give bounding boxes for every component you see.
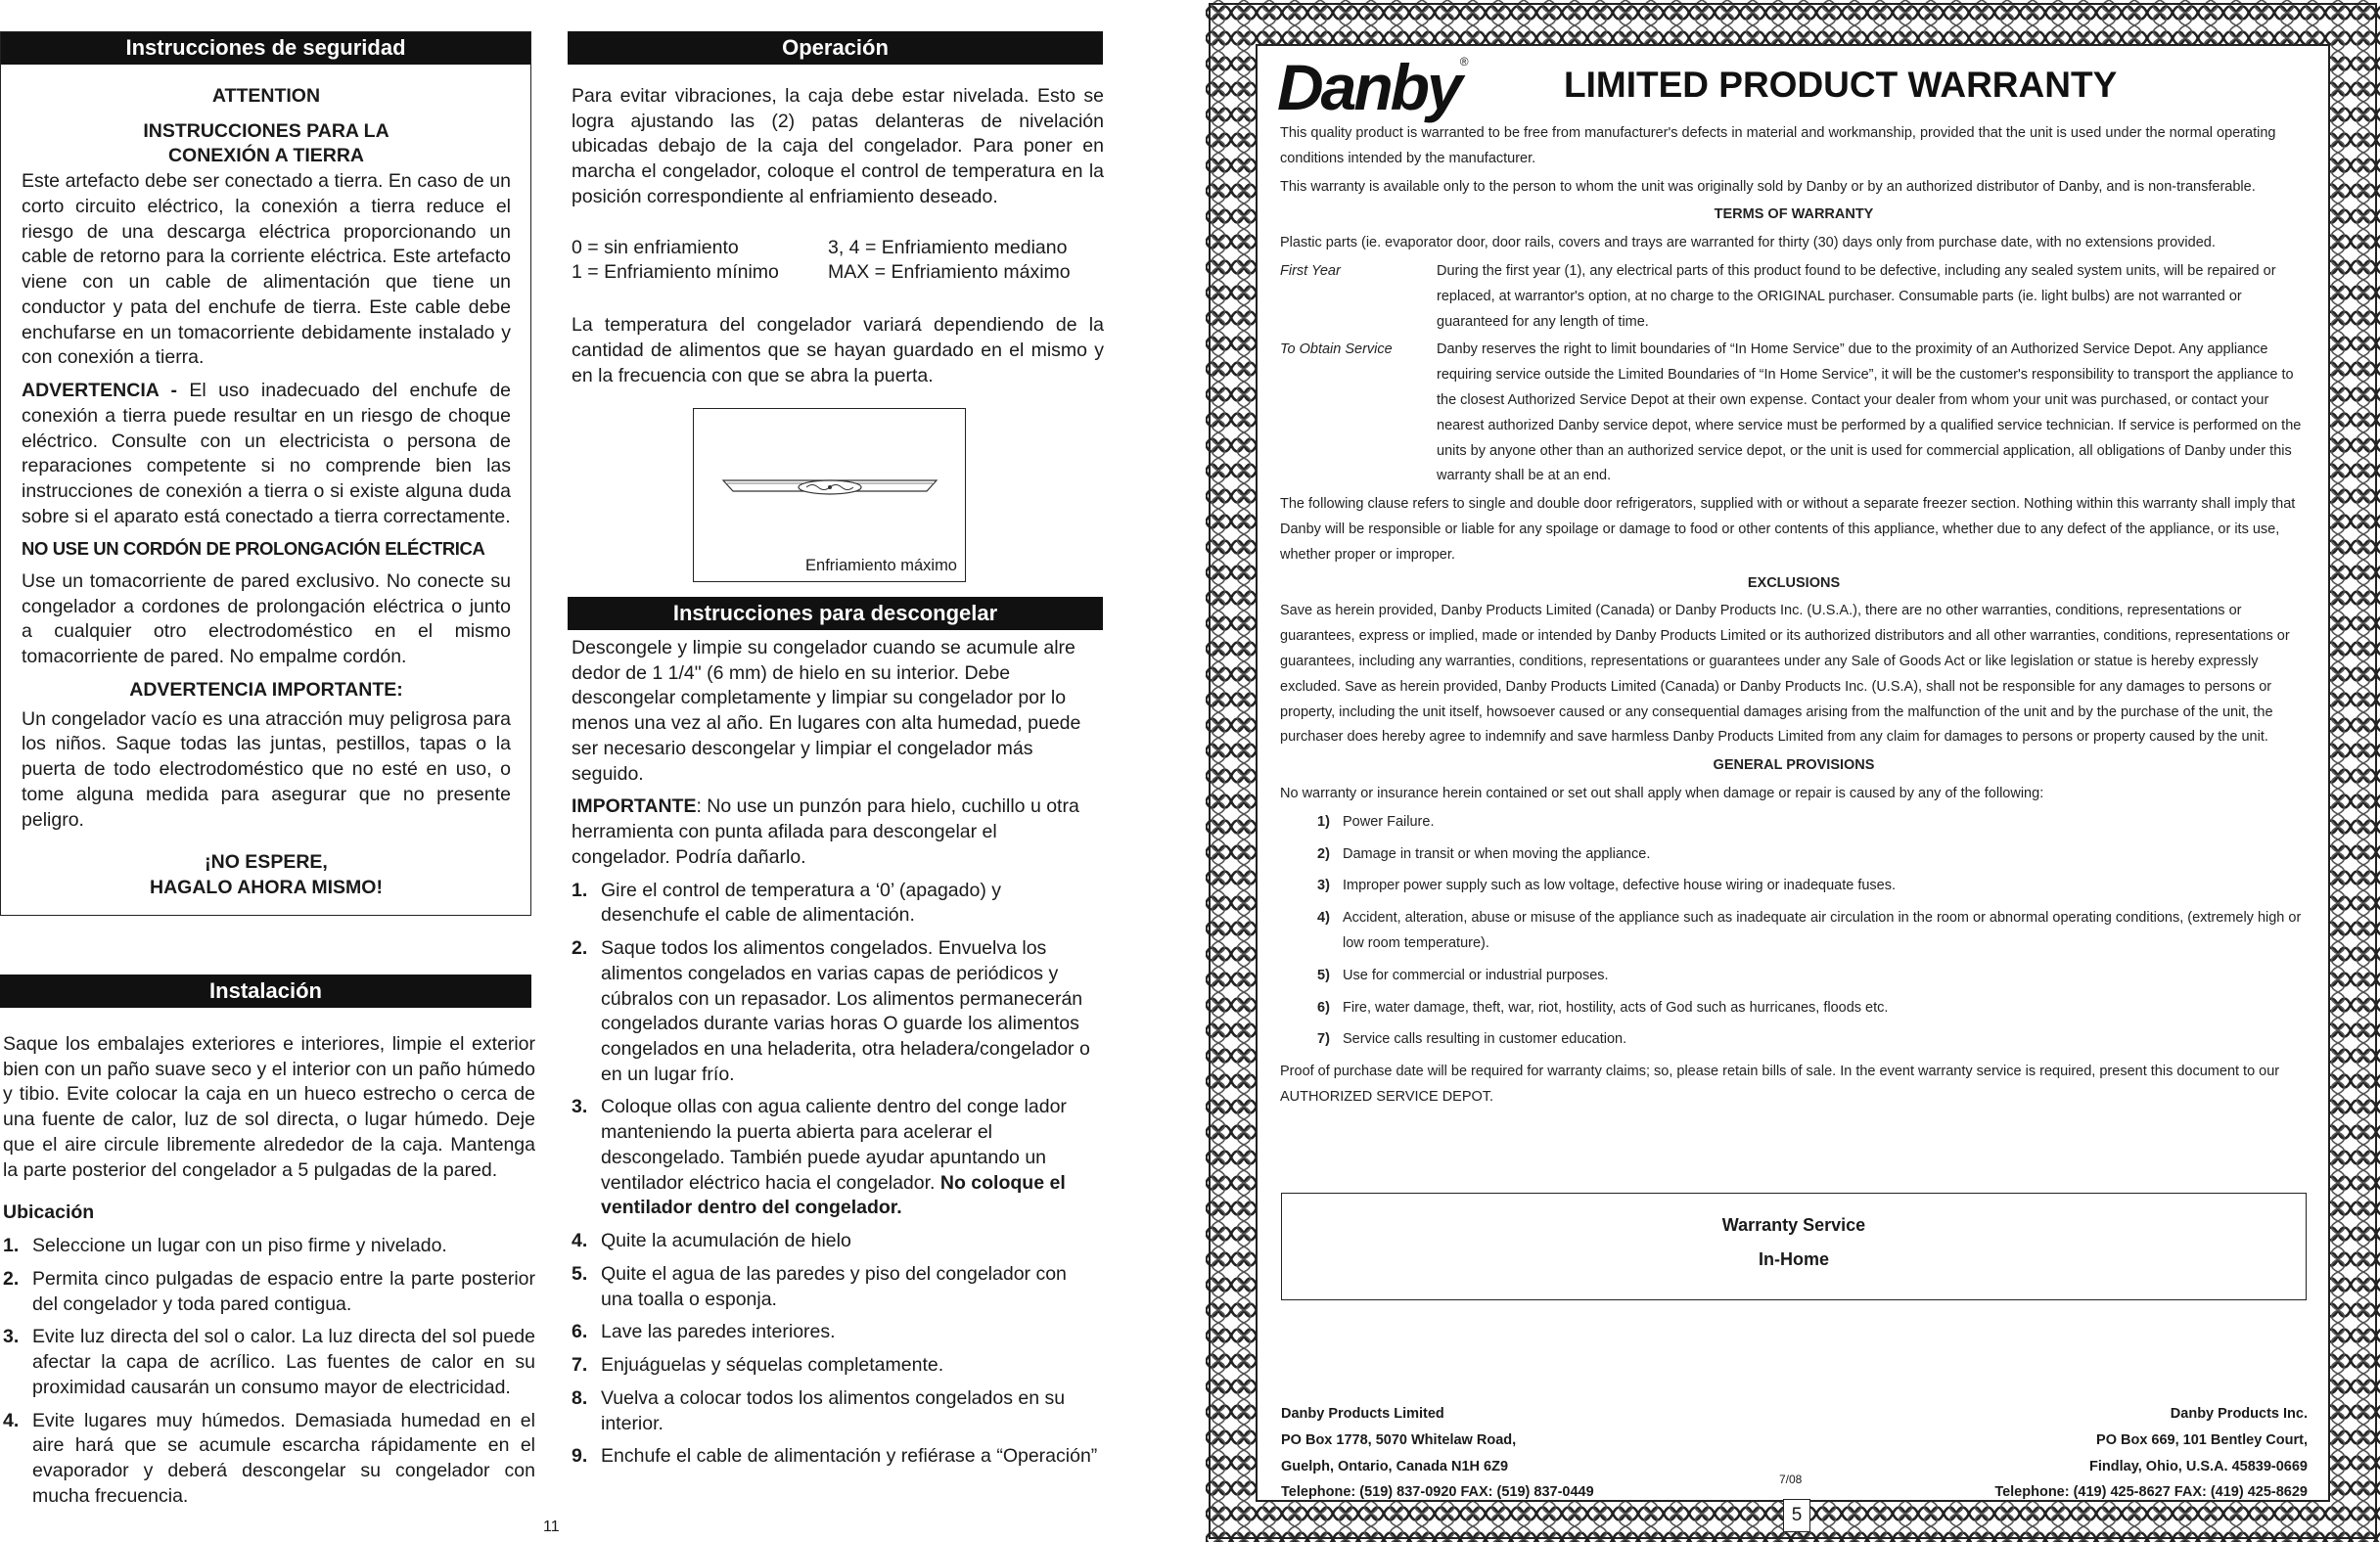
defrost-step — [572, 1095, 1098, 1221]
defrost-step — [572, 1386, 1098, 1436]
provision-number: 4) — [1317, 910, 1330, 927]
installation-text: Saque los embalajes exteriores e interiores, limpie el exterior bien con un paño suave seco y el interior con un paño húmedo y tibio. Evite colocar la caja en un hueco estrecho o cerca de una fuente de calor, luz de sol directa, o lugar húmedo. Deje que el aire circule libremente alrededor de la caja. Mantenga la parte posterior del congelador a 5 pulgadas de la pared. — [3, 1033, 535, 1181]
in-home-label: In-Home — [1759, 1249, 1829, 1269]
general-provision-item — [1280, 1027, 2308, 1053]
provision-text: Fire, water damage, theft, war, riot, hostility, acts of God such as hurricanes, floods etc. — [1343, 999, 1889, 1016]
general-provision-item — [1280, 964, 2308, 989]
location-list — [3, 1234, 535, 1509]
step-text: Quite la acumulación de hielo — [601, 1230, 851, 1252]
important-warning-heading: ADVERTENCIA IMPORTANTE: — [129, 678, 403, 701]
setting-right: MAX = Enfriamiento máximo — [828, 261, 1071, 284]
general-provisions-list — [1280, 810, 2308, 1053]
setting-left: 1 = Enfriamiento mínimo — [572, 261, 779, 284]
terms-heading: TERMS OF WARRANTY — [1714, 206, 1874, 223]
temperature-settings — [572, 236, 1104, 286]
step-text: Lave las paredes interiores. — [601, 1321, 836, 1343]
grounding-title-line-1: INSTRUCCIONES PARA LA — [143, 119, 389, 142]
provision-text: Use for commercial or industrial purposes. — [1343, 967, 1609, 983]
step-number: 6. — [572, 1321, 588, 1343]
canada-addr2: Guelph, Ontario, Canada N1H 6Z9 — [1281, 1458, 1509, 1474]
step-text: Coloque ollas con agua caliente dentro del conge lador manteniendo la puerta abierta para acelerar el descongelado. También puede ayudar apuntando un ventilador eléctrico hacia el congelador. — [601, 1096, 1067, 1194]
provision-text: Damage in transit or when moving the appliance. — [1343, 845, 1651, 862]
defrost-step — [572, 1262, 1098, 1312]
defrost-content — [572, 636, 1098, 1477]
warranty-service-box — [1281, 1193, 2307, 1300]
first-year-row — [1280, 259, 2308, 335]
service-label: To Obtain Service — [1280, 341, 1393, 358]
step-text: Saque todos los alimentos congelados. Envuelva los alimentos congelados en varias capas de periódicos y cúbralos con un repasador. Los alimentos permanecerán congelados durante varias horas O guarde los alimentos congelados en una heladerita, otra heladera/congelador o en un lugar frío. — [601, 937, 1090, 1085]
provision-number: 5) — [1317, 967, 1330, 983]
location-heading: Ubicación — [3, 1202, 95, 1224]
operation-section-title: Operación — [568, 31, 1103, 65]
exclusions-text: Save as herein provided, Danby Products Limited (Canada) or Danby Products Inc. (U.S.A.), there are no other warranties, conditions, representations or guarantees, express or implied, made or intended by Danby Products Limited or its authorized distributors and all other warranties, conditions, representations or guarantees, including any warranties, conditions, representations or guarantees under any Sale of Goods Act or like legislation or statue is hereby expressly excluded. Save as herein provided, Danby Products Limited (Canada) or Danby Products Inc. (U.S.A), shall not be responsible for any damages to persons or property, including the unit itself, howsoever caused or any consequential damages arising from the malfunction of the unit and by the purchase of the unit, the purchaser does hereby agree to indemnify and save harmless Danby Products Limited from any claim for damages to persons or property caused by the unit. — [1280, 603, 2290, 746]
warranty-service-label: Warranty Service — [1721, 1215, 1866, 1235]
no-extension-heading: NO USE UN CORDÓN DE PROLONGACIÓN ELÉCTRICA — [22, 538, 485, 560]
step-text: Gire el control de temperatura a ‘0’ (apagado) y desenchufe el cable de alimentación. — [601, 879, 1001, 927]
installation-content — [3, 1032, 535, 1517]
location-item — [3, 1234, 535, 1259]
setting-left: 0 = sin enfriamiento — [572, 236, 739, 258]
provision-number: 6) — [1317, 999, 1330, 1016]
warranty-title: LIMITED PRODUCT WARRANTY — [1564, 65, 2118, 105]
defrost-step — [572, 936, 1098, 1087]
general-provisions-heading: GENERAL PROVISIONS — [1713, 757, 1875, 774]
warning-paragraph — [22, 379, 511, 529]
usa-company: Danby Products Inc. — [2170, 1406, 2308, 1422]
setting-right: 3, 4 = Enfriamiento mediano — [828, 236, 1068, 258]
safety-content — [22, 84, 511, 901]
usa-addr2: Findlay, Ohio, U.S.A. 45839-0669 — [2089, 1458, 2308, 1474]
defrost-step — [572, 1353, 1098, 1379]
service-row — [1280, 338, 2308, 489]
item-number: 1. — [3, 1235, 20, 1257]
grounding-title-line-2: CONEXIÓN A TIERRA — [167, 145, 365, 167]
outlet-text: Use un tomacorriente de pared exclusivo. No conecte su congelador a cordones de prolongación eléctrica o junto a cualquier otro electrodoméstico en el mismo tomacorriente de pared. No empalme cordón. — [22, 569, 511, 668]
provision-text: Service calls resulting in customer education. — [1343, 1031, 1627, 1048]
intro-2: This warranty is available only to the person to whom the unit was originally sold by Danby or by an authorized distributor of Danby, and is non-transferable. — [1280, 178, 2256, 195]
canada-company: Danby Products Limited — [1281, 1406, 1444, 1422]
usa-address — [1994, 1401, 2308, 1506]
step-bold-text: No coloque el ventilador dentro del congelador. — [601, 1171, 1066, 1219]
safety-section-title: Instrucciones de seguridad — [0, 31, 531, 65]
setting-row — [572, 260, 1104, 286]
step-text: Quite el agua de las paredes y piso del congelador con una toalla o esponja. — [601, 1262, 1067, 1310]
provision-text: Improper power supply such as low voltage, defective house wiring or inadequate fuses. — [1343, 878, 1897, 894]
defrost-section-title: Instrucciones para descongelar — [568, 597, 1103, 630]
warranty-body — [1280, 121, 2308, 1113]
proof-text: Proof of purchase date will be required for warranty claims; so, please retain bills of sale. In the event warranty service is required, present this document to our AUTHORIZED SERVICE DEPOT. — [1280, 1064, 2280, 1105]
attention-heading: ATTENTION — [211, 85, 321, 107]
location-item — [3, 1267, 535, 1317]
general-provision-item — [1280, 842, 2308, 868]
defrost-step — [572, 879, 1098, 929]
canada-address — [1281, 1401, 1594, 1506]
step-number: 5. — [572, 1262, 588, 1285]
general-intro: No warranty or insurance herein contained or set out shall apply when damage or repair is caused by any of the following: — [1280, 785, 2044, 801]
canada-phone: Telephone: (519) 837-0920 FAX: (519) 837-0449 — [1281, 1484, 1594, 1501]
step-number: 4. — [572, 1230, 588, 1252]
provision-number: 1) — [1317, 813, 1330, 830]
first-year-text: During the first year (1), any electrical parts of this product found to be defective, including any sealed system units, will be repaired or replaced, at warrantor's option, at no charge to the ORIGINAL purchaser. Consumable parts (ie. light bulbs) are not warranted or guaranteed for any length of time. — [1437, 262, 2276, 330]
item-text: Evite luz directa del sol o calor. La luz directa del sol puede afectar la capa de acrílico. Las fuentes de calor en su proximidad causarán un consumo mayor de electricidad. — [32, 1326, 535, 1398]
defrost-text: Descongele y limpie su congelador cuando se acumule alre dedor de 1 1/4" (6 mm) de hielo en su interior. Debe descongelar completamente y limpiar su congelador por lo menos una vez al año. En lugares con alta humedad, puede ser necesario descongelar y limpiar el congelador más seguido. — [572, 637, 1081, 785]
first-year-label: First Year — [1280, 262, 1341, 279]
danby-logo — [1277, 51, 1469, 123]
date-code: 7/08 — [1779, 1473, 1803, 1486]
temperature-text: La temperatura del congelador variará dependiendo de la cantidad de alimentos que se hayan guardado en el mismo y en la frecuencia con que se abra la puerta. — [572, 314, 1104, 386]
defrost-step — [572, 1229, 1098, 1254]
dont-wait-line-2: HAGALO AHORA MISMO! — [150, 876, 383, 898]
canada-addr1: PO Box 1778, 5070 Whitelaw Road, — [1281, 1431, 1517, 1448]
children-text: Un congelador vacío es una atracción muy peligrosa para los niños. Saque todas las juntas, pestillos, tapas o la puerta de todo electrodoméstico que no esté en uso, o tome alguna medida para asegurar que no presente peligro. — [22, 707, 511, 831]
item-text: Permita cinco pulgadas de espacio entre la parte posterior del congelador y toda pared contigua. — [32, 1267, 535, 1315]
step-number: 8. — [572, 1386, 588, 1409]
intro-1: This quality product is warranted to be free from manufacturer's defects in material and workmanship, provided that the unit is used under the normal operating conditions intended by the manufacturer. — [1280, 125, 2276, 166]
usa-addr1: PO Box 669, 101 Bentley Court, — [2096, 1431, 2308, 1448]
step-number: 7. — [572, 1354, 588, 1377]
registered-mark: ® — [1459, 55, 1469, 68]
step-number: 2. — [572, 937, 588, 960]
general-provision-item — [1280, 906, 2308, 957]
provision-number: 7) — [1317, 1031, 1330, 1048]
general-provision-item — [1280, 810, 2308, 836]
setting-row — [572, 236, 1104, 261]
defrost-steps — [572, 879, 1098, 1470]
location-item — [3, 1325, 535, 1400]
item-number: 2. — [3, 1267, 20, 1290]
general-provision-item — [1280, 996, 2308, 1021]
step-text: Enchufe el cable de alimentación y refiérase a “Operación” — [601, 1445, 1098, 1468]
terms-text: Plastic parts (ie. evaporator door, door rails, covers and trays are warranted for thirty (30) days only from purchase date, with no extensions provided. — [1280, 235, 2216, 251]
left-page-number: 11 — [543, 1519, 560, 1535]
important-paragraph — [572, 794, 1098, 870]
provision-text: Accident, alteration, abuse or misuse of the appliance such as inadequate air circulation in the room or abnormal operating conditions, (extremely high or low room temperature). — [1343, 910, 2302, 951]
item-number: 4. — [3, 1409, 20, 1431]
step-text: Vuelva a colocar todos los alimentos congelados en su interior. — [601, 1386, 1066, 1434]
defrost-step — [572, 1320, 1098, 1345]
item-number: 3. — [3, 1326, 20, 1348]
general-provision-item — [1280, 874, 2308, 899]
right-page-number: 5 — [1783, 1499, 1810, 1532]
step-text: Enjuáguelas y séquelas completamente. — [601, 1354, 944, 1377]
temperature-dial-illustration — [694, 409, 965, 556]
provision-number: 3) — [1317, 878, 1330, 894]
clause-text: The following clause refers to single and double door refrigerators, supplied with or without a separate freezer section. Nothing within this warranty shall imply that Danby will be responsible or liable for any spoilage or damage to food or other contents of this appliance, whether due to any defect of the appliance, or its use, whether proper or improper. — [1280, 496, 2296, 563]
usa-phone: Telephone: (419) 425-8627 FAX: (419) 425-8629 — [1994, 1484, 2308, 1501]
item-text: Seleccione un lugar con un piso firme y nivelado. — [32, 1235, 447, 1257]
service-text: Danby reserves the right to limit boundaries of “In Home Service” due to the proximity of an Authorized Service Depot. Any appliance requiring service outside the Limited Boundaries of “In Home Service”, it will be the customer's responsibility to transport the appliance to the closest Authorized Service Depot at their own expense. Contact your dealer from whom your unit was purchased, or contact your nearest authorized Danby service depot, where service must be performed by a qualified service technician. If service is performed on the units by anyone other than an authorized service depot, or the unit is used for commercial application, all obligations of Danby under this warranty shall be at an end. — [1437, 341, 2302, 484]
warning-text: El uso inadecuado del enchufe de conexión a tierra puede resultar en un riesgo de choque eléctrico. Consulte con un electricista o persona de reparaciones competente si no comprende bien las instrucciones de conexión a tierra o si existe alguna duda sobre si el aparato está conectado a tierra correctamente. — [22, 380, 512, 527]
dont-wait-line-1: ¡NO ESPERE, — [205, 851, 328, 874]
item-text: Evite lugares muy húmedos. Demasiada humedad en el aire hará que se acumule escarcha rápidamente en el evaporador y deberá descongelar su congelador con mucha frecuencia. — [32, 1409, 535, 1507]
warning-label: ADVERTENCIA - — [22, 380, 177, 402]
figure-caption: Enfriamiento máximo — [805, 557, 957, 574]
provision-number: 2) — [1317, 845, 1330, 862]
defrost-step — [572, 1444, 1098, 1470]
operation-content — [572, 84, 1104, 396]
exclusions-heading: EXCLUSIONS — [1747, 574, 1841, 591]
control-figure — [693, 408, 966, 582]
step-number: 9. — [572, 1445, 588, 1468]
location-item — [3, 1409, 535, 1510]
step-number: 1. — [572, 879, 588, 901]
operation-text: Para evitar vibraciones, la caja debe estar nivelada. Esto se logra ajustando las (2) patas delanteras de nivelación ubicadas debajo de la caja del congelador. Para poner en marcha el congelador, coloque el control de temperatura en la posición correspondiente al enfriamiento deseado. — [572, 85, 1104, 207]
important-label: IMPORTANTE — [572, 795, 697, 818]
important-text: : No use un punzón para hielo, cuchillo u otra herramienta con punta afilada para descongelar el congelador. Podría dañarlo. — [572, 795, 1079, 868]
installation-section-title: Instalación — [0, 975, 531, 1008]
step-number: 3. — [572, 1096, 588, 1118]
provision-text: Power Failure. — [1343, 813, 1435, 830]
grounding-text: Este artefacto debe ser conectado a tierra. En caso de un corto circuito eléctrico, la conexión a tierra reduce el riesgo de una descarga eléctrica proporcionando un cable de retorno para la corriente eléctrica. Este artefacto viene con un cable de alimentación que tiene un conductor y pata del enchufe de tierra. Este cable debe enchufarse en un tomacorriente debidamente instalado y con conexión a tierra. — [22, 170, 511, 369]
danby-logo-text: Danby — [1277, 51, 1460, 123]
